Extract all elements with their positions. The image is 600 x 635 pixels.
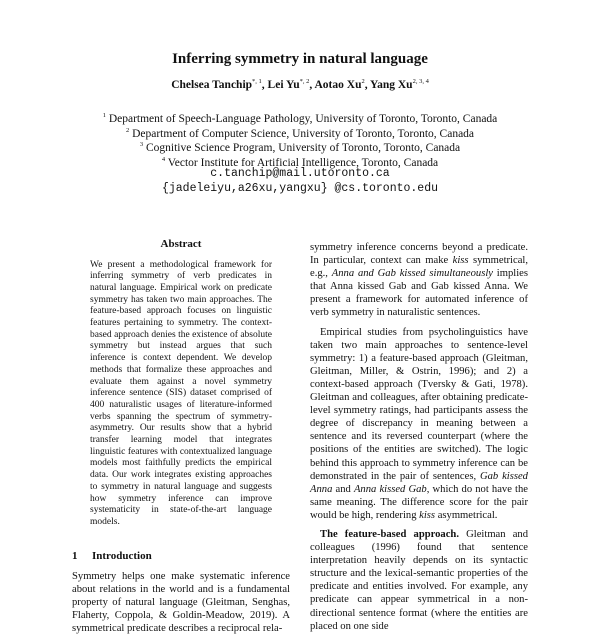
section-number: 1 xyxy=(72,549,78,562)
affiliation-number: 3 xyxy=(139,141,144,149)
affiliation-text: Department of Speech-Language Pathology, University of Toronto, Toronto, Canada xyxy=(108,112,498,125)
body-paragraph xyxy=(310,528,528,633)
text-run: symmetrical, e.g., xyxy=(310,255,528,280)
author-separator: , xyxy=(261,78,268,91)
author-name: Chelsea Tanchip xyxy=(171,78,253,91)
affiliation-text: Cognitive Science Program, University of Toronto, Toronto, Canada xyxy=(145,142,461,155)
author xyxy=(268,79,315,91)
italic-term: kiss xyxy=(452,255,469,267)
abstract-text: We present a methodological framework for inferring symmetry of verb predicates in natural language. Empirical work on predicate symmetry has taken two main approaches. The feature-based approach focuses on linguistic features pertaining to symmetry. The context-based approach denies the existence of absolute symmetry but instead argues that such inference is context dependent. We develop methods that formalize these approaches and evaluate them against a novel symmetry inference sentence (SIS) dataset comprised of 400 naturalistic usages of literature-informed verbs spanning the spectrum of symmetry-asymmetry. Our results show that a hybrid transfer learning model that integrates linguistic features with contextualized language models most faithfully predicts the empirical data. Our work integrates existing approaches to symmetry in natural language and suggests how symmetry inference can improve systematicity in state-of-the-art language models. xyxy=(90,259,272,527)
run-in-heading: The feature-based approach. xyxy=(320,528,459,540)
introduction-paragraph: Symmetry helps one make systematic inference about relations in the world and is a fundamental property of natural language (Gleitman, Senghas, Flaherty, Coppola, & Goldin-Meadow, 2019). A symmetrical predicate describes a reciprocal rela- xyxy=(72,570,290,635)
author-separator: , xyxy=(364,78,371,91)
text-run: implies that Anna kissed Gab and Gab kissed Anna. We present a framework for automated inference of verb symmetry in naturalistic sentences. xyxy=(310,268,528,319)
author-list xyxy=(0,78,600,91)
email-line: c.tanchip@mail.utoronto.ca xyxy=(210,167,390,181)
italic-example: Anna kissed Gab xyxy=(353,483,427,495)
author xyxy=(315,79,371,91)
email-line: {jadeleiyu,a26xu,yangxu} @cs.toronto.edu xyxy=(161,181,439,195)
affiliation-number: 2 xyxy=(125,126,130,134)
left-column xyxy=(72,238,290,635)
author-separator: , xyxy=(309,78,315,91)
affiliation-text: Vector Institute for Artificial Intelligence, Toronto, Canada xyxy=(167,156,439,169)
right-column xyxy=(310,241,528,633)
affiliation xyxy=(0,153,600,168)
author-marks: *, 1 xyxy=(252,78,262,85)
author xyxy=(370,79,429,91)
abstract-heading: Abstract xyxy=(160,238,202,250)
section-title: Introduction xyxy=(92,549,152,562)
affiliation-number: 1 xyxy=(102,112,106,119)
affiliations xyxy=(0,109,600,197)
paper-title: Inferring symmetry in natural language xyxy=(172,51,428,67)
affiliation xyxy=(0,109,600,124)
text-run: Gleitman and colleagues (1996) found that sentence interpretation heavily depends on its syntactic structure and the lexical-semantic properties of the predicate and entities involved. For example, any predicate can appear symmetrical in a non-directional sentence format (where the entities are placed on one side xyxy=(310,528,528,632)
author xyxy=(171,79,267,91)
author-marks: 2 xyxy=(361,78,365,85)
affiliation xyxy=(0,138,600,153)
author-marks: 2, 3, 4 xyxy=(412,78,429,85)
text-run: , which do not have the same meaning. The difference score for the pair would be high, rendering xyxy=(310,483,529,521)
affiliation-number: 4 xyxy=(161,155,166,163)
author-name: Aotao Xu xyxy=(314,78,362,91)
affiliation xyxy=(0,124,600,139)
affiliation-text: Department of Computer Science, University of Toronto, Toronto, Canada xyxy=(132,127,475,140)
italic-term: kiss xyxy=(419,509,436,521)
author-marks: *, 2 xyxy=(299,78,310,85)
body-paragraph xyxy=(310,326,528,522)
text-run: symmetry inference concerns beyond a predicate. In particular, context can make xyxy=(310,242,528,267)
section-heading-introduction xyxy=(72,550,290,562)
author-name: Lei Yu xyxy=(267,78,300,91)
body-paragraph xyxy=(310,241,528,320)
italic-example: Anna and Gab kissed simultaneously xyxy=(331,268,493,280)
text-run: and xyxy=(332,483,354,495)
author-name: Yang Xu xyxy=(370,78,413,91)
text-run: Empirical studies from psycholinguistics have taken two main approaches to sentence-level symmetry: 1) a feature-based approach (Gleitman, Gleitman, Miller, & Ostrin, 1996); and 2) a context-based approach (Tversky & Gati, 1978). Gleitman and colleagues, after obtaining predicate-level symmetry ratings, had participants assess the degree of discrepancy in meaning between a sentence and its reversed counterpart (where the positions of the entities are switched). The logic behind this approach to symmetry inference can be demonstrated in the pair of sentences, xyxy=(310,326,528,482)
text-run: asymmetrical. xyxy=(435,509,498,521)
italic-example: Gab kissed Anna xyxy=(310,470,528,495)
